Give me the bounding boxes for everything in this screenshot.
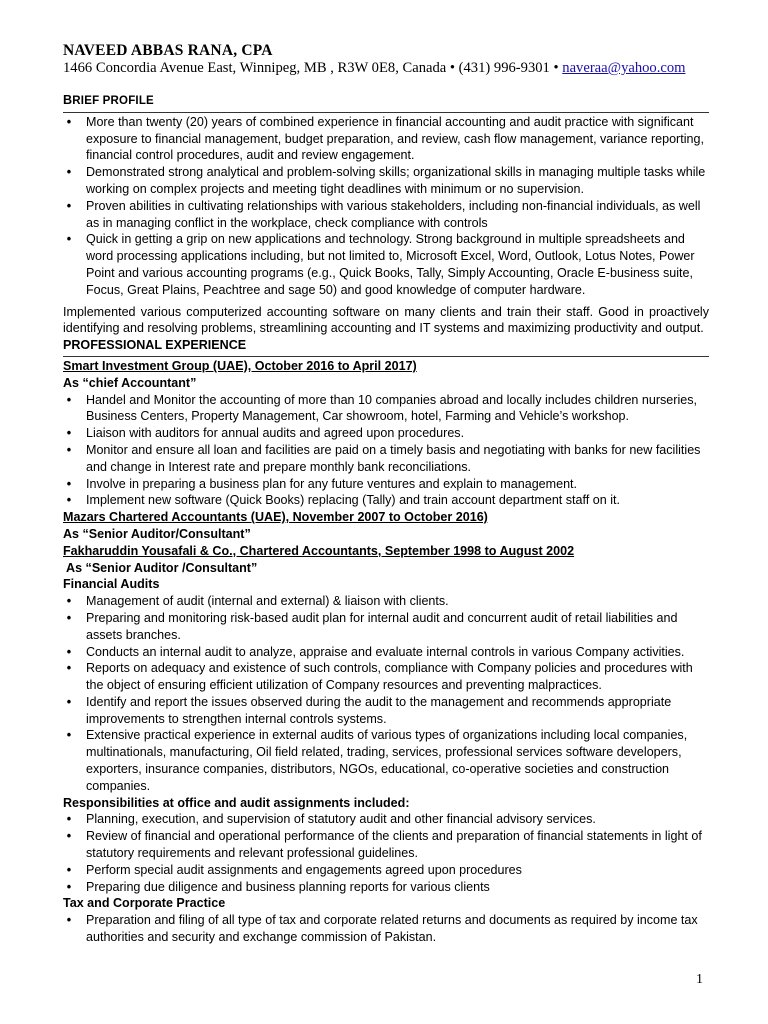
- tax-practice-list: [63, 912, 709, 946]
- job-duties-list: [63, 392, 709, 510]
- brief-profile-heading: BRIEF PROFILE: [63, 93, 154, 107]
- bullet-icon: •: [66, 812, 72, 827]
- bullet-icon: •: [66, 913, 72, 928]
- bullet-icon: •: [66, 694, 72, 709]
- list-item: • Handel and Monitor the accounting of more than 10 companies abroad and locally includes children nurseries, Business Centers, Property Management, Car showroom, hotel, Farming and Vehicle’s workshop.: [63, 392, 709, 426]
- financial-audits-list: [63, 593, 709, 795]
- list-item: • Proven abilities in cultivating relationships with various stakeholders, including non-financial individuals, as well as in managing conflict in the workplace, check compliance with controls: [63, 198, 709, 232]
- contact-line: [63, 60, 686, 77]
- list-item: • Involve in preparing a business plan for any future ventures and explain to management.: [63, 476, 709, 493]
- bullet-icon: •: [66, 232, 72, 247]
- list-item: • Management of audit (internal and external) & liaison with clients.: [63, 593, 709, 610]
- job-role: As “Senior Auditor/Consultant”: [63, 526, 251, 541]
- list-item: • Planning, execution, and supervision of statutory audit and other financial advisory services.: [63, 811, 709, 828]
- brief-profile-list: [63, 114, 709, 299]
- list-item: • Liaison with auditors for annual audits and agreed upon procedures.: [63, 425, 709, 442]
- job-role: As “Senior Auditor /Consultant”: [63, 560, 258, 575]
- bullet-icon: •: [66, 829, 72, 844]
- bullet-icon: •: [66, 661, 72, 676]
- list-item: • Identify and report the issues observed during the audit to the management and recommends appropriate improvements to strengthen internal controls systems.: [63, 694, 709, 728]
- bullet-icon: •: [66, 476, 72, 491]
- list-item: • More than twenty (20) years of combined experience in financial accounting and audit practice with significant exposure to financial management, budget preparation, and review, cash flow management, variance reporting, financial control procedures, audit and review engagement.: [63, 114, 709, 164]
- list-item: • Extensive practical experience in external audits of various types of organizations including local companies, multinationals, manufacturing, Oil field related, trading, services, professional services software developers, exporters, insurance companies, distributors, NGOs, educational, co-operative societies and construction companies.: [63, 727, 709, 794]
- list-item: • Monitor and ensure all loan and facilities are paid on a timely basis and negotiating with banks for new facilities and change in Interest rate and prepare monthly bank reconciliations.: [63, 442, 709, 476]
- responsibilities-heading: Responsibilities at office and audit assignments included:: [63, 795, 410, 810]
- bullet-icon: •: [66, 862, 72, 877]
- responsibilities-list: [63, 811, 709, 895]
- resume-body: [63, 92, 709, 946]
- list-item: • Conducts an internal audit to analyze, appraise and evaluate internal controls in various Company activities.: [63, 644, 709, 661]
- list-item: • Review of financial and operational performance of the clients and preparation of financial statements in light of statutory requirements and relevant professional guidelines.: [63, 828, 709, 862]
- employer-title: Smart Investment Group (UAE), October 2016 to April 2017): [63, 358, 417, 373]
- list-item: • Demonstrated strong analytical and problem-solving skills; organizational skills in managing multiple tasks while working on complex projects and meeting tight deadlines with minimum or no supervision.: [63, 164, 709, 198]
- bullet-icon: •: [66, 442, 72, 457]
- list-item: • Preparation and filing of all type of tax and corporate related returns and documents as required by income tax authorities and security and exchange commission of Pakistan.: [63, 912, 709, 946]
- list-item: • Quick in getting a grip on new applications and technology. Strong background in multiple spreadsheets and word processing applications including, but not limited to, Microsoft Excel, Word, Outlook, Lotus Notes, Power Point and various accounting programs (e.g., Quick Books, Tally, Simply Accounting, Oracle E-business suite, Focus, Great Plains, Peachtree and sage 50) and good knowledge of computer hardware.: [63, 231, 709, 298]
- bullet-icon: •: [66, 392, 72, 407]
- list-item: • Implement new software (Quick Books) replacing (Tally) and train account department staff on it.: [63, 492, 709, 509]
- bullet-icon: •: [66, 493, 72, 508]
- bullet-icon: •: [66, 165, 72, 180]
- tax-practice-heading: Tax and Corporate Practice: [63, 896, 226, 911]
- bullet-icon: •: [66, 879, 72, 894]
- address-text: 1466 Concordia Avenue East, Winnipeg, MB , R3W 0E8, Canada • (431) 996-9301 •: [63, 60, 559, 76]
- list-item: • Preparing due diligence and business planning reports for various clients: [63, 879, 709, 896]
- bullet-icon: •: [66, 114, 72, 129]
- section-divider: [63, 112, 709, 113]
- job-role: As “chief Accountant”: [63, 375, 197, 390]
- list-item: • Preparing and monitoring risk-based audit plan for internal audit and concurrent audit of retail liabilities and assets branches.: [63, 610, 709, 644]
- bullet-icon: •: [66, 198, 72, 213]
- financial-audits-heading: Financial Audits: [63, 577, 160, 592]
- employer-title: Fakharuddin Yousafali & Co., Chartered Accountants, September 1998 to August 2002: [63, 543, 575, 558]
- list-item: • Reports on adequacy and existence of such controls, compliance with Company policies and procedures with the object of ensuring efficient utilization of Company resources and preventing malpractices.: [63, 660, 709, 694]
- employer-title: Mazars Chartered Accountants (UAE), November 2007 to October 2016): [63, 510, 488, 525]
- profile-paragraph: Implemented various computerized accounting software on many clients and train their staff. Good in proactively identifying and resolving problems, streamlining accounting and IT systems and maximizing productivity and output.: [63, 304, 709, 336]
- professional-experience-heading: PROFESSIONAL EXPERIENCE: [63, 338, 247, 353]
- bullet-icon: •: [66, 610, 72, 625]
- page-number: 1: [696, 972, 703, 987]
- bullet-icon: •: [66, 594, 72, 609]
- section-divider: [63, 356, 709, 357]
- list-item: • Perform special audit assignments and engagements agreed upon procedures: [63, 862, 709, 879]
- bullet-icon: •: [66, 426, 72, 441]
- candidate-name: NAVEED ABBAS RANA, CPA: [63, 42, 273, 59]
- bullet-icon: •: [66, 728, 72, 743]
- email-link[interactable]: naveraa@yahoo.com: [562, 60, 686, 76]
- bullet-icon: •: [66, 644, 72, 659]
